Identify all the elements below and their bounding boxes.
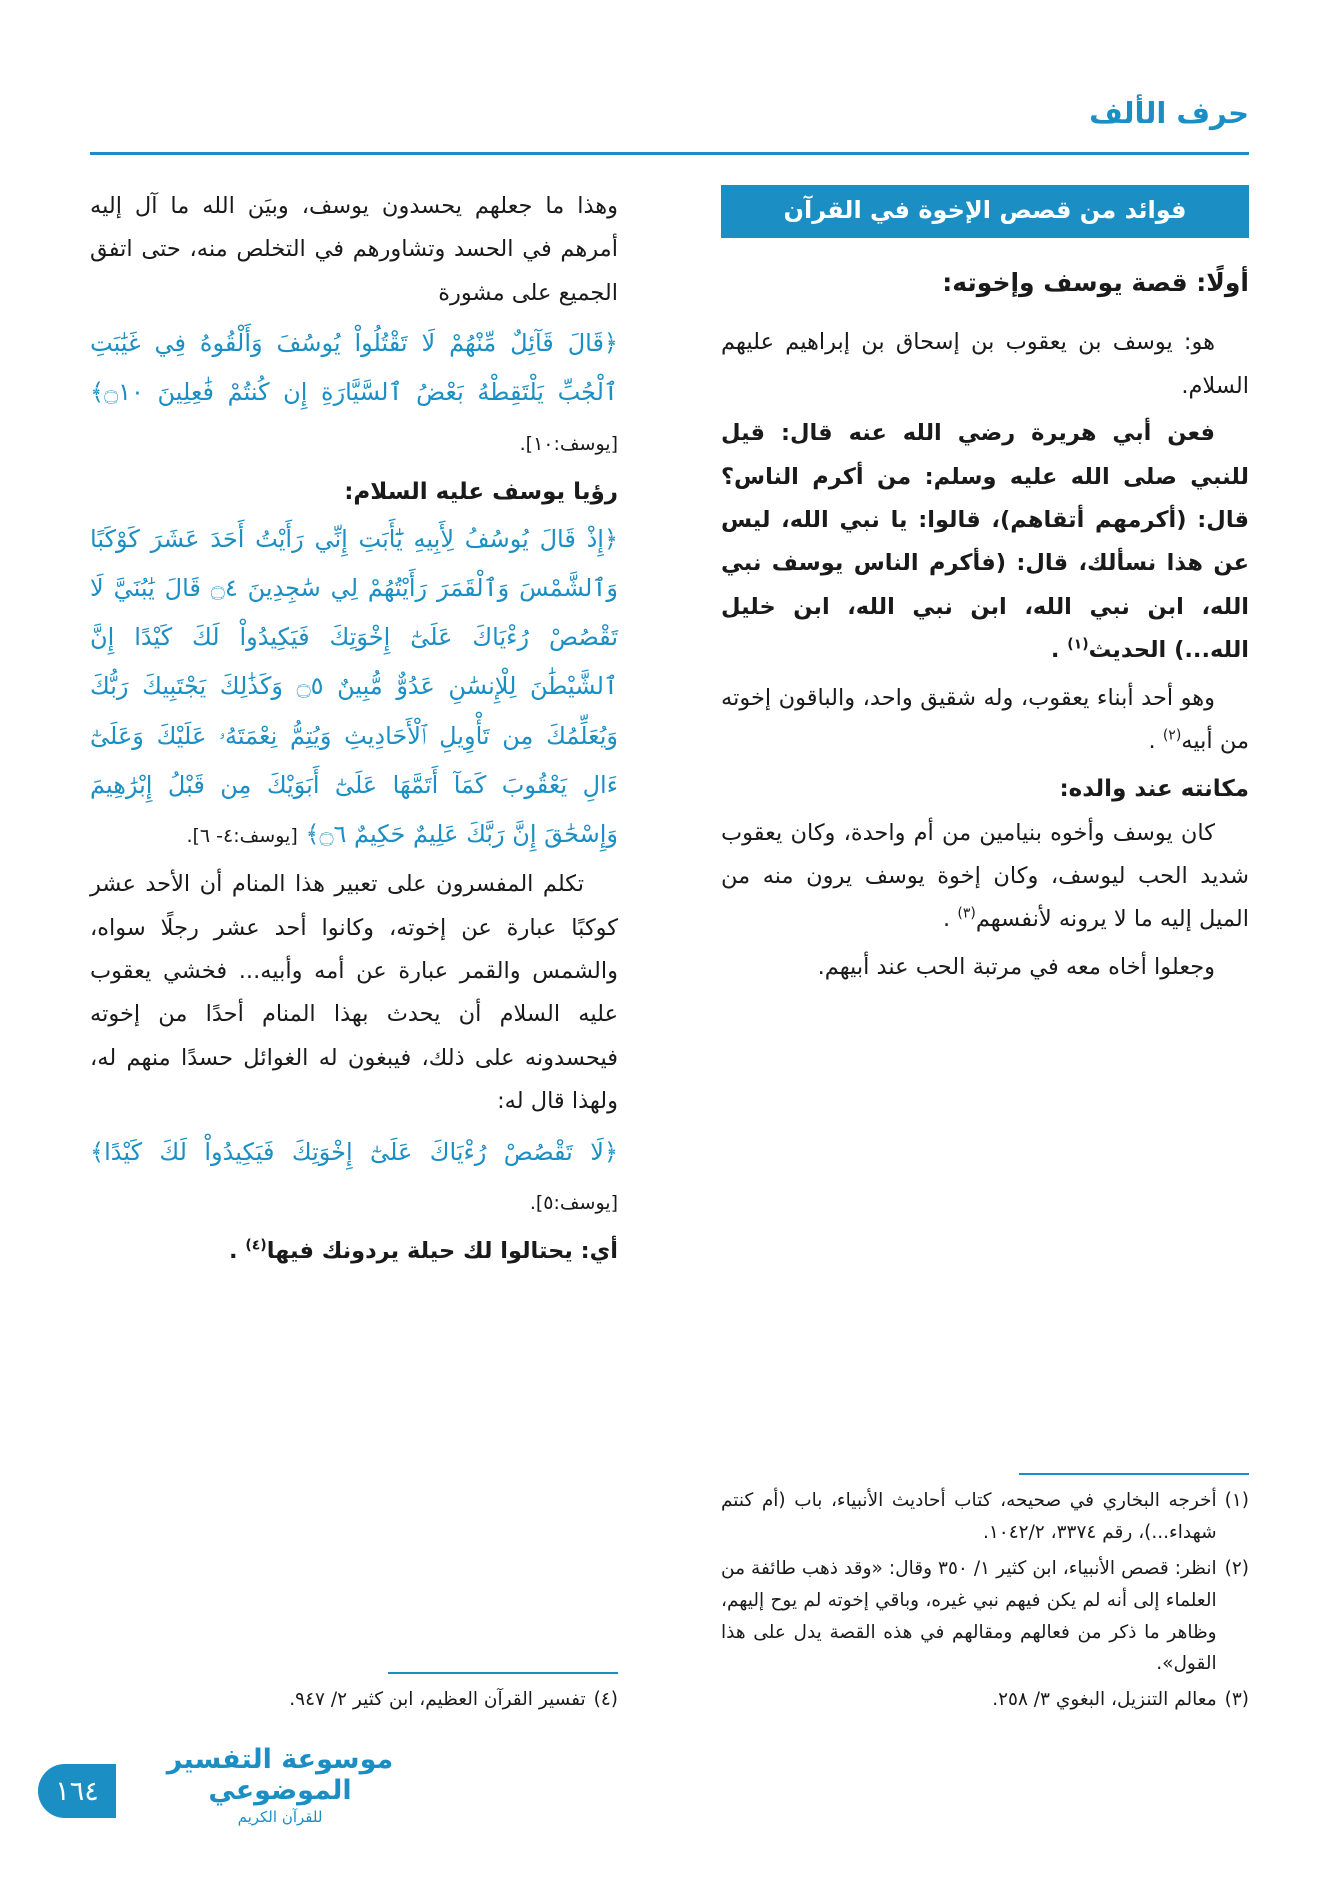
publisher-logo <box>150 1744 410 1826</box>
footnote-marker-4: (٤) <box>245 1237 267 1254</box>
footnote-marker-3: (٣) <box>957 905 976 922</box>
quran-text: ﴿لَا تَقْصُصْ رُءْيَاكَ عَلَىٰٓ إِخْوَتِكَ فَيَكِيدُواْ لَكَ كَيْدًا﴾ <box>90 1137 618 1166</box>
header-divider <box>90 152 1249 155</box>
quran-text: ﴿قَالَ قَآئِلٌ مِّنْهُمْ لَا تَقْتُلُواْ يُوسُفَ وَأَلْقُوهُ فِي غَيَٰبَتِ ٱلْجُبِّ يَلْتَقِطْهُ بَعْضُ ٱلسَّيَّارَةِ إِن كُنتُمْ فَٰعِلِينَ ۝١٠﴾ <box>90 329 618 407</box>
ayah-reference: [يوسف:٥]. <box>529 1191 618 1214</box>
quran-quote-3 <box>90 1128 618 1226</box>
paragraph-lineage: هو: يوسف بن يعقوب بن إسحاق بن إبراهيم عليهم السلام. <box>721 329 1249 399</box>
ayah-reference: [يوسف:١٠]. <box>519 432 618 455</box>
footnote-item <box>90 1684 618 1716</box>
page-header <box>90 96 1249 158</box>
footnote-item <box>721 1684 1249 1716</box>
subheading-status: مكانته عند والده: <box>1059 775 1249 802</box>
brothers-text: وهو أحد أبناء يعقوب، وله شقيق واحد، والباقون إخوته من أبيه <box>721 684 1249 755</box>
status-text: كان يوسف وأخوه بنيامين من أم واحدة، وكان يعقوب شديد الحب ليوسف، وكان إخوة يوسف يرون منه من الميل إليه ما لا يرونه لأنفسهم <box>721 819 1249 933</box>
right-column <box>721 185 1249 1720</box>
paragraph-brothers: وهو أحد أبناء يعقوب، وله شقيق واحد، والباقون إخوته من أبيه$^{(٢)}$ . <box>721 684 1249 755</box>
logo-title: موسوعة التفسير الموضوعي <box>166 1743 394 1806</box>
paragraph-envy: وهذا ما جعلهم يحسدون يوسف، وبيَن الله ما آل إليه أمرهم في الحسد وتشاورهم في التخلص منه، حتى اتفق الجميع على مشورة <box>90 193 618 306</box>
paragraph-meaning: أي: يحتالوا لك حيلة يردونك فيها$^{(٤)}$ . <box>228 1237 618 1265</box>
paragraph-interpretation: تكلم المفسرون على تعبير هذا المنام أن الأحد عشر كوكبًا عبارة عن إخوته، وكانوا أحد عشر رجلًا سواه، والشمس والقمر عبارة عن أمه وأبيه... فخشي يعقوب عليه السلام أن يحدث بهذا المنام أحدًا من إخوته فيحسدونه على ذلك، فيبغون له الغوائل حسدًا منهم له، ولهذا قال له: <box>90 871 618 1115</box>
hadith-text: فعن أبي هريرة رضي الله عنه قال: قيل للنبي صلى الله عليه وسلم: من أكرم الناس؟ قال: (أكرمهم أتقاهم)، قالوا: يا نبي الله، ليس عن هذا نسألك، قال: (فأكرم الناس يوسف نبي الله، ابن نبي الله، ابن نبي الله، ابن خليل الله...) الحديث <box>721 420 1249 664</box>
footnote-number: (٢) <box>1224 1557 1249 1579</box>
body-columns <box>90 185 1249 1720</box>
footnote-number: (٣) <box>1224 1689 1249 1711</box>
page-number-badge: ١٦٤ <box>38 1764 116 1818</box>
page-footer <box>0 1726 1339 1836</box>
left-footnotes <box>90 1672 618 1720</box>
quran-quote-1 <box>90 319 618 467</box>
footnote-text: أخرجه البخاري في صحيحه، كتاب أحاديث الأنبياء، باب (أم كنتم شهداء...)، رقم ٣٣٧٤، ١٠٤٢/٢. <box>721 1490 1217 1544</box>
paragraph-hadith: فعن أبي هريرة رضي الله عنه قال: قيل للنبي صلى الله عليه وسلم: من أكرم الناس؟ قال: (أكرمهم أتقاهم)، قالوا: يا نبي الله، ليس عن هذا نسألك، قال: (فأكرم الناس يوسف نبي الله، ابن نبي الله، ابن نبي الله، ابن خليل الله...) الحديث$^{(١)}$ . <box>721 420 1249 664</box>
left-column <box>90 185 618 1720</box>
meaning-text: أي: يحتالوا لك حيلة يردونك فيها <box>266 1238 618 1265</box>
paragraph-status: كان يوسف وأخوه بنيامين من أم واحدة، وكان يعقوب شديد الحب ليوسف، وكان إخوة يوسف يرون منه من الميل إليه ما لا يرونه لأنفسهم$^{(٣)}$ . <box>721 819 1249 933</box>
paragraph-brother-love: وجعلوا أخاه معه في مرتبة الحب عند أبيهم. <box>817 953 1215 980</box>
footnote-marker-2: (٢) <box>1162 727 1182 744</box>
footnote-divider <box>388 1672 618 1674</box>
quran-quote-2 <box>90 515 618 859</box>
footnote-text: انظر: قصص الأنبياء، ابن كثير ١/ ٣٥٠ وقال: «وقد ذهب طائفة من العلماء إلى أنه لم يكن فيهم نبي غيره، وباقي إخوته لم يوح إليهم، وظاهر ما ذكر من فعالهم ومقالهم في هذه القصة يدل على هذا القول». <box>721 1557 1217 1675</box>
section-banner: فوائد من قصص الإخوة في القرآن <box>721 185 1249 238</box>
section-subheading: أولًا: قصة يوسف وإخوته: <box>942 267 1249 297</box>
quran-text: ﴿إِذْ قَالَ يُوسُفُ لِأَبِيهِ يَٰٓأَبَتِ إِنِّي رَأَيْتُ أَحَدَ عَشَرَ كَوْكَبًا وَٱلشَّمْسَ وَٱلْقَمَرَ رَأَيْتُهُمْ لِي سَٰجِدِينَ ۝٤ قَالَ يَٰبُنَيَّ لَا تَقْصُصْ رُءْيَاكَ عَلَىٰٓ إِخْوَتِكَ فَيَكِيدُواْ لَكَ كَيْدًا إِنَّ ٱلشَّيْطَٰنَ لِلْإِنسَٰنِ عَدُوٌّ مُّبِينٌ ۝٥ وَكَذَٰلِكَ يَجْتَبِيكَ رَبُّكَ وَيُعَلِّمُكَ مِن تَأْوِيلِ ٱلْأَحَادِيثِ وَيُتِمُّ نِعْمَتَهُۥ عَلَيْكَ وَعَلَىٰٓ ءَالِ يَعْقُوبَ كَمَآ أَتَمَّهَا عَلَىٰٓ أَبَوَيْكَ مِن قَبْلُ إِبْرَٰهِيمَ وَإِسْحَٰقَ إِنَّ رَبَّكَ عَلِيمٌ حَكِيمٌ ۝٦﴾ <box>90 524 618 848</box>
footnote-text: معالم التنزيل، البغوي ٣/ ٢٥٨. <box>992 1689 1217 1711</box>
page-title: حرف الألف <box>1089 96 1249 130</box>
logo-subtitle: للقرآن الكريم <box>237 1808 323 1826</box>
footnote-marker-1: (١) <box>1067 636 1089 653</box>
subheading-dream: رؤيا يوسف عليه السلام: <box>344 478 618 505</box>
footnote-number: (٤) <box>593 1689 618 1711</box>
footnote-item <box>721 1553 1249 1680</box>
right-footnotes <box>721 1473 1249 1720</box>
footnote-text: تفسير القرآن العظيم، ابن كثير ٢/ ٩٤٧. <box>289 1689 586 1711</box>
footnote-divider <box>1019 1473 1249 1475</box>
footnote-item <box>721 1485 1249 1549</box>
ayah-reference: [يوسف:٤- ٦]. <box>186 824 298 847</box>
footnote-number: (١) <box>1224 1490 1249 1512</box>
